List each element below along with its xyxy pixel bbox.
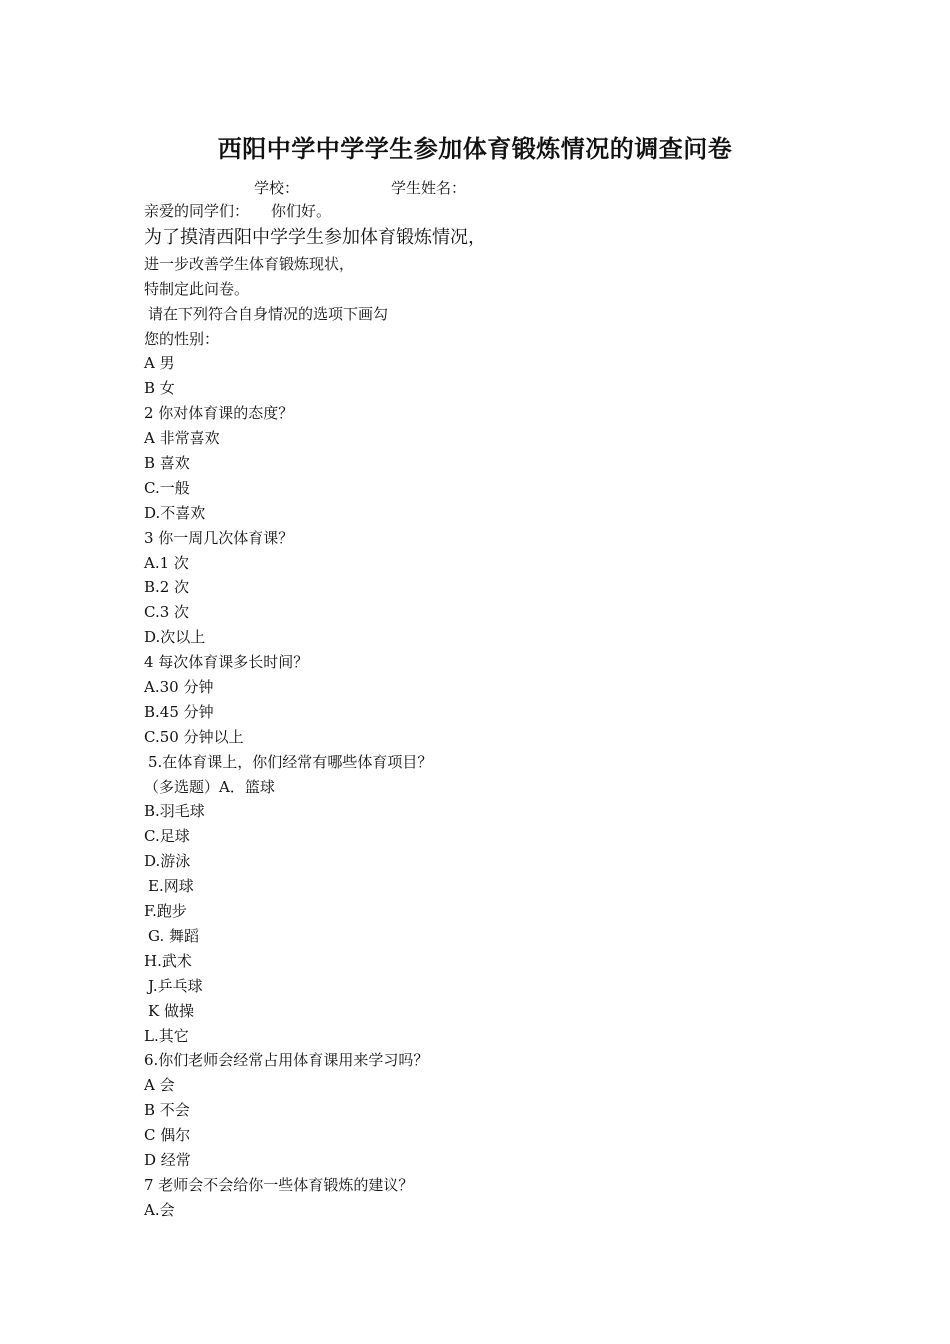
q2-option-d: D.不喜欢 [144, 503, 206, 522]
question-6: 6.你们老师会经常占用体育课用来学习吗？ [144, 1051, 429, 1070]
intro-line-3: 特制定此问卷。 [144, 279, 250, 298]
q5-option-k: K 做操 [148, 1001, 194, 1020]
greeting-hello: 你们好。 [271, 202, 332, 220]
greeting-salutation: 亲爱的同学们： [144, 202, 250, 220]
q5-option-f: F.跑步 [144, 902, 187, 921]
q5-option-b: B.羽毛球 [144, 802, 205, 821]
q3-option-d: D.次以上 [144, 628, 206, 647]
question-5: 5.在体育课上，你们经常有哪些体育项目？ [148, 752, 433, 771]
q1-option-a: A 男 [144, 354, 175, 373]
student-name-label: 学生姓名： [391, 179, 467, 197]
q5-option-l: L.其它 [144, 1026, 189, 1045]
intro-line-1: 为了摸清西阳中学学生参加体育锻炼情况， [144, 226, 486, 248]
question-2: 2 你对体育课的态度？ [144, 404, 294, 423]
q5-option-e: E.网球 [148, 877, 194, 896]
question-7: 7 老师会不会给你一些体育锻炼的建议？ [144, 1175, 414, 1194]
q3-option-b: B.2 次 [144, 578, 190, 597]
document-body [144, 199, 844, 1223]
question-4: 4 每次体育课多长时间？ [144, 653, 309, 672]
q4-option-c: C.50 分钟以上 [144, 727, 244, 746]
q5-option-h: H.武术 [144, 951, 192, 970]
q5-option-d: D.游泳 [144, 852, 191, 871]
q2-option-a: A 非常喜欢 [144, 429, 220, 448]
document-title: 西阳中学中学学生参加体育锻炼情况的调查问卷 [217, 134, 733, 163]
q6-option-c: C 偶尔 [144, 1126, 191, 1145]
school-label: 学校： [254, 179, 300, 197]
q4-option-a: A.30 分钟 [144, 678, 214, 697]
q3-option-a: A.1 次 [144, 553, 189, 572]
q2-option-c: C.一般 [144, 478, 190, 497]
q5-option-a: （多选题）A．篮球 [144, 777, 275, 796]
q6-option-a: A 会 [144, 1076, 175, 1095]
q5-option-j: J.乒乓球 [148, 976, 203, 995]
question-3: 3 你一周几次体育课？ [144, 528, 294, 547]
intro-line-2: 进一步改善学生体育锻炼现状， [144, 254, 355, 273]
q5-option-c: C.足球 [144, 827, 190, 846]
instruction: 请在下列符合自身情况的选项下画勾 [148, 304, 389, 323]
q7-option-a: A.会 [144, 1200, 175, 1219]
header-fields [0, 177, 950, 199]
q1-option-b: B 女 [144, 379, 175, 398]
q3-option-c: C.3 次 [144, 603, 190, 622]
question-1: 您的性别： [144, 329, 220, 348]
q4-option-b: B.45 分钟 [144, 702, 214, 721]
greeting [144, 199, 844, 224]
q6-option-d: D 经常 [144, 1150, 191, 1169]
q6-option-b: B 不会 [144, 1101, 190, 1120]
q5-option-g: G. 舞蹈 [148, 926, 199, 945]
q2-option-b: B 喜欢 [144, 454, 190, 473]
